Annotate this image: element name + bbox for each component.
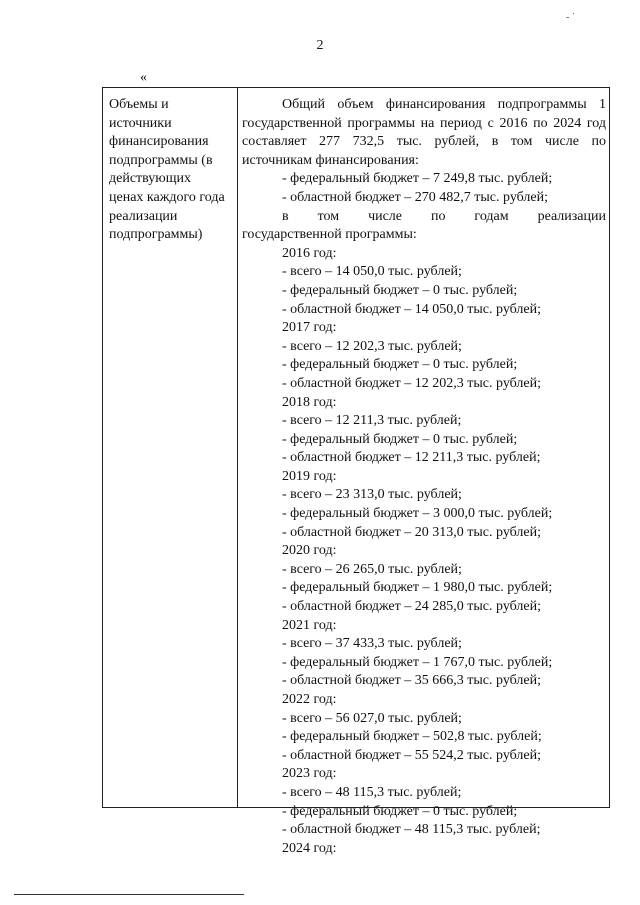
- by-years-word: в: [282, 208, 289, 224]
- year-total: - всего – 56 027,0 тыс. рублей;: [282, 710, 462, 726]
- by-years-word: по: [430, 208, 446, 224]
- label-line: реализации: [109, 208, 178, 224]
- year-regional: - областной бюджет – 55 524,2 тыс. рублей;: [282, 747, 541, 763]
- label-line: источники: [109, 115, 172, 131]
- year-total: - всего – 26 265,0 тыс. рублей;: [282, 561, 462, 577]
- label-line: действующих: [109, 171, 192, 187]
- source-regional: - областной бюджет – 270 482,7 тыс. рублей;: [282, 189, 548, 205]
- year-federal: - федеральный бюджет – 0 тыс. рублей;: [282, 282, 518, 298]
- year-total: - всего – 37 433,3 тыс. рублей;: [282, 636, 462, 652]
- label-line: подпрограммы): [109, 227, 203, 243]
- year-regional: - областной бюджет – 48 115,3 тыс. рублей;: [282, 822, 541, 838]
- year-federal: - федеральный бюджет – 502,8 тыс. рублей;: [282, 729, 542, 745]
- column-divider: [237, 88, 238, 807]
- left-cell-label: [109, 96, 234, 245]
- year-heading: 2021 год:: [282, 617, 337, 633]
- by-years-word: годам: [474, 208, 509, 224]
- year-heading: 2024 год:: [282, 840, 337, 856]
- by-years-line: [242, 208, 606, 227]
- bottom-rule: [14, 894, 244, 895]
- year-total: - всего – 23 313,0 тыс. рублей;: [282, 487, 462, 503]
- by-years-word: числе: [368, 208, 403, 224]
- financing-table: [102, 87, 610, 856]
- label-line: Объемы и: [109, 97, 169, 112]
- year-heading: 2022 год:: [282, 692, 337, 707]
- year-federal: - федеральный бюджет – 0 тыс. рублей;: [282, 431, 518, 447]
- year-total: - всего – 48 115,3 тыс. рублей;: [282, 784, 462, 800]
- intro-paragraph: Общий объем финансирования подпрограммы 1 государственной программы на период с 2016 по 2024 год составляет 277 732,5 тыс. рублей, в том числе по источникам финансирования:: [242, 97, 606, 168]
- year-federal: - федеральный бюджет – 1 767,0 тыс. рублей;: [282, 654, 553, 670]
- year-heading: 2017 год:: [282, 320, 337, 336]
- right-cell-content: [242, 96, 606, 858]
- label-line: ценах каждого года: [109, 189, 225, 205]
- year-regional: - областной бюджет – 14 050,0 тыс. рублей;: [282, 301, 541, 317]
- year-federal: - федеральный бюджет – 1 980,0 тыс. рублей;: [282, 580, 553, 596]
- source-federal: - федеральный бюджет – 7 249,8 тыс. рублей;: [282, 171, 553, 187]
- by-years-word: реализации: [537, 208, 606, 224]
- year-federal: - федеральный бюджет – 0 тыс. рублей;: [282, 803, 518, 819]
- opening-quote: «: [140, 70, 147, 85]
- page-number: 2: [316, 38, 324, 53]
- year-regional: - областной бюджет – 12 202,3 тыс. рублей;: [282, 375, 541, 391]
- year-total: - всего – 12 211,3 тыс. рублей;: [282, 413, 462, 429]
- year-heading: 2016 год:: [282, 245, 337, 261]
- year-federal: - федеральный бюджет – 3 000,0 тыс. рублей;: [282, 506, 553, 522]
- year-regional: - областной бюджет – 35 666,3 тыс. рублей;: [282, 673, 541, 689]
- corner-mark: - ˙: [566, 12, 576, 23]
- year-regional: - областной бюджет – 24 285,0 тыс. рублей;: [282, 599, 541, 615]
- year-heading: 2020 год:: [282, 543, 337, 559]
- year-heading: 2019 год:: [282, 468, 337, 484]
- year-heading: 2018 год:: [282, 394, 337, 410]
- year-regional: - областной бюджет – 20 313,0 тыс. рублей;: [282, 524, 541, 540]
- year-heading: 2023 год:: [282, 766, 337, 782]
- label-line: подпрограммы (в: [109, 152, 213, 168]
- year-federal: - федеральный бюджет – 0 тыс. рублей;: [282, 357, 518, 373]
- year-regional: - областной бюджет – 12 211,3 тыс. рублей;: [282, 450, 541, 466]
- by-years-tail: государственной программы:: [242, 227, 417, 243]
- by-years-word: том: [317, 208, 340, 224]
- label-line: финансирования: [109, 134, 209, 150]
- year-total: - всего – 14 050,0 тыс. рублей;: [282, 264, 462, 280]
- year-total: - всего – 12 202,3 тыс. рублей;: [282, 338, 462, 354]
